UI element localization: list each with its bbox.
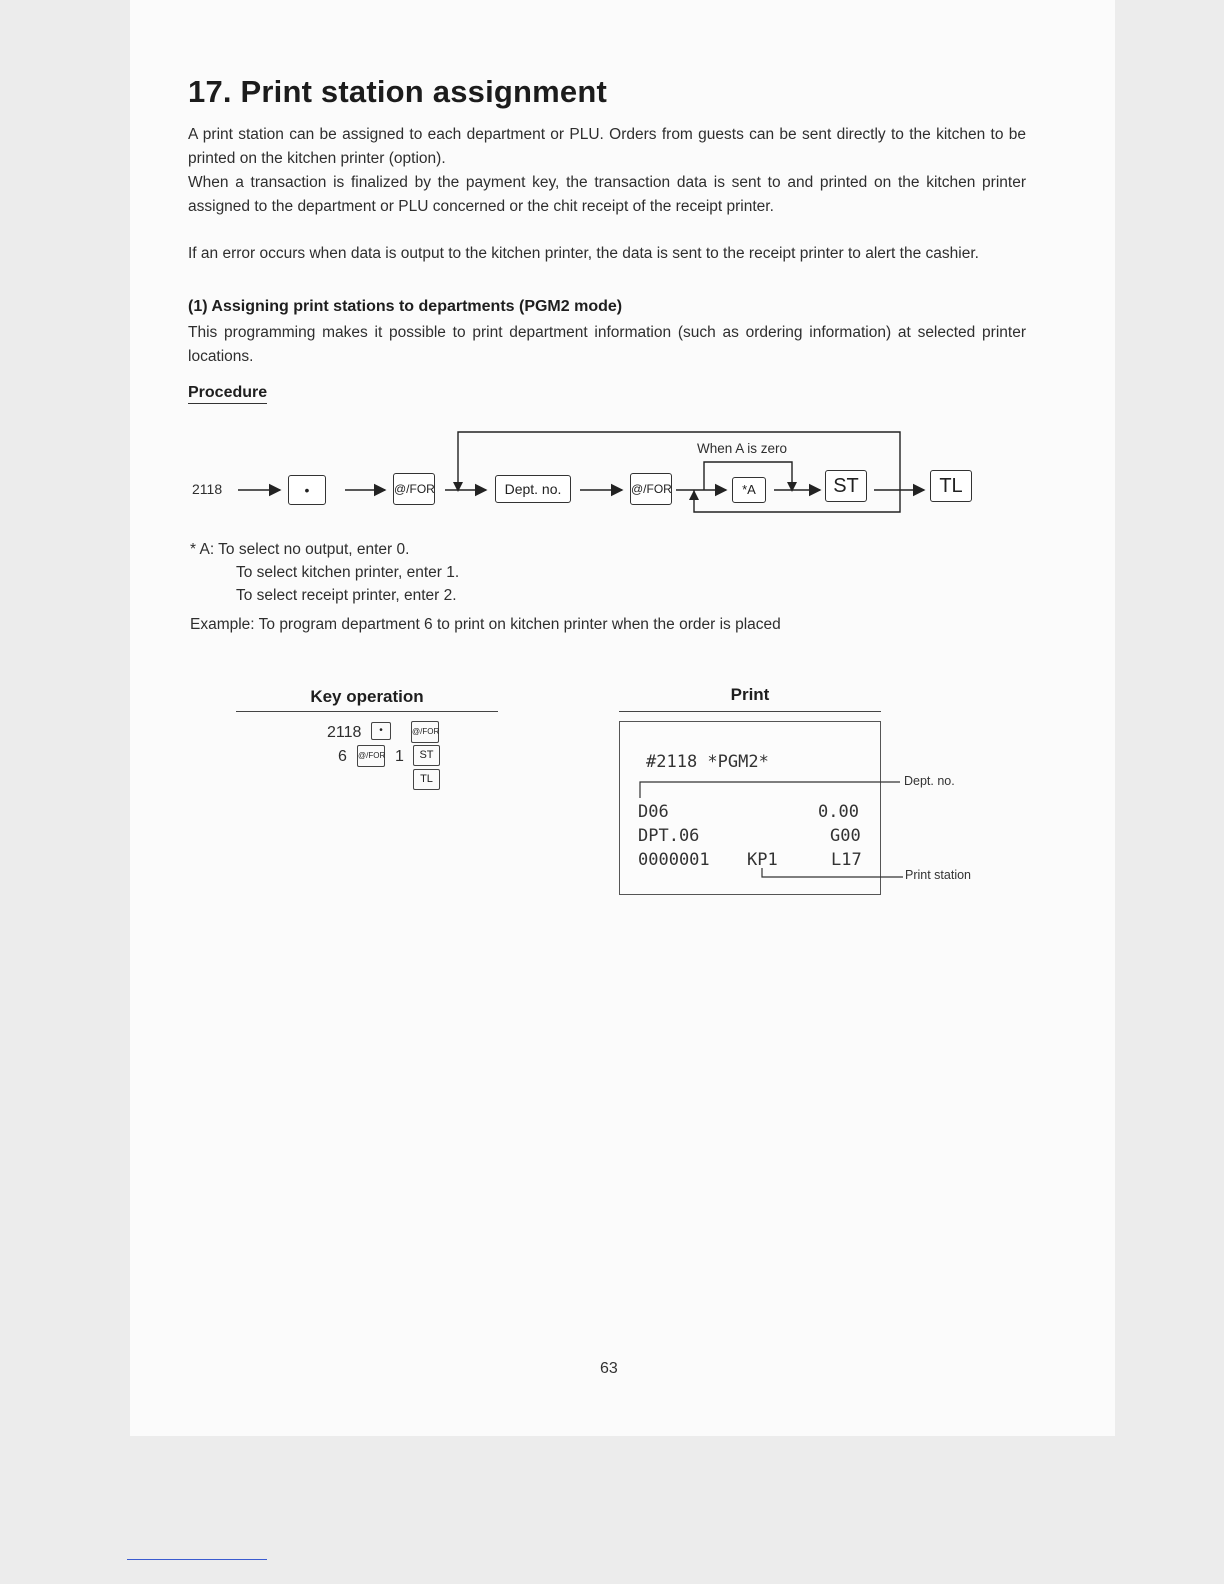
page-title: 17. Print station assignment bbox=[188, 74, 608, 109]
receipt-dept-amount: 0.00 bbox=[818, 802, 859, 822]
key-dot: • bbox=[288, 475, 326, 505]
print-heading: Print bbox=[730, 685, 770, 704]
receipt-dept-name: DPT.06 bbox=[638, 826, 700, 846]
key-operation-rule bbox=[236, 711, 498, 712]
intro-paragraph-2: When a transaction is finalized by the payment key, the transaction data is sent to and printed on the kitchen printer assigned to the department or PLU concerned or the chit receipt of the receipt printer. bbox=[188, 174, 1026, 215]
keyop-st-key: ST bbox=[413, 745, 440, 766]
key-at-for-2: @/FOR bbox=[630, 473, 672, 505]
key-at-for-1: @/FOR bbox=[393, 473, 435, 505]
keyop-row2-number-2: 1 bbox=[395, 748, 404, 765]
procedure-flow-lines bbox=[180, 420, 1000, 520]
note-line-2: To select kitchen printer, enter 1. bbox=[236, 564, 460, 581]
intro-paragraph-1: A print station can be assigned to each department or PLU. Orders from guests can be sent directly to the kitchen to be printed on the kitchen printer (option). bbox=[188, 126, 1026, 167]
key-st: ST bbox=[825, 470, 867, 502]
footer-link-underline bbox=[127, 1559, 267, 1560]
receipt-dept-group: G00 bbox=[830, 826, 861, 846]
callout-dept-no: Dept. no. bbox=[904, 774, 955, 788]
key-tl: TL bbox=[930, 470, 972, 502]
callout-print-station: Print station bbox=[905, 868, 972, 882]
keyop-at-for-key-1: @/FOR bbox=[411, 721, 439, 743]
key-dept-no: Dept. no. bbox=[495, 475, 571, 503]
loop-label: When A is zero bbox=[697, 441, 788, 456]
key-a-value: *A bbox=[732, 477, 766, 503]
keyop-dot-key: • bbox=[371, 722, 391, 740]
procedure-start-code: 2118 bbox=[192, 481, 223, 497]
receipt-dept-code: D06 bbox=[638, 802, 669, 822]
key-operation-heading: Key operation bbox=[310, 687, 424, 706]
keyop-row2-number: 6 bbox=[338, 748, 347, 765]
section-heading: (1) Assigning print stations to departments (PGM2 mode) bbox=[188, 298, 623, 315]
note-line-3: To select receipt printer, enter 2. bbox=[236, 587, 457, 604]
receipt-line-code: L17 bbox=[831, 850, 862, 870]
intro-paragraph-3: If an error occurs when data is output to the kitchen printer, the data is sent to the receipt printer to alert the cashier. bbox=[188, 245, 979, 262]
page-number: 63 bbox=[600, 1360, 618, 1377]
receipt-flag-code: 0000001 bbox=[638, 850, 710, 870]
print-rule bbox=[619, 711, 881, 712]
example-text: Example: To program department 6 to print on kitchen printer when the order is placed bbox=[190, 616, 781, 633]
procedure-heading: Procedure bbox=[188, 383, 267, 404]
section-body: This programming makes it possible to print department information (such as ordering information) at selected printer locations. bbox=[188, 324, 1026, 365]
receipt-callout-lines bbox=[620, 760, 910, 890]
keyop-row1-number: 2118 bbox=[327, 724, 362, 741]
keyop-tl-key: TL bbox=[413, 769, 440, 790]
keyop-at-for-key-2: @/FOR bbox=[357, 745, 385, 767]
receipt-line-header: #2118 *PGM2* bbox=[646, 752, 769, 772]
receipt-print-station: KP1 bbox=[747, 850, 778, 870]
note-line-1: * A: To select no output, enter 0. bbox=[190, 541, 410, 558]
